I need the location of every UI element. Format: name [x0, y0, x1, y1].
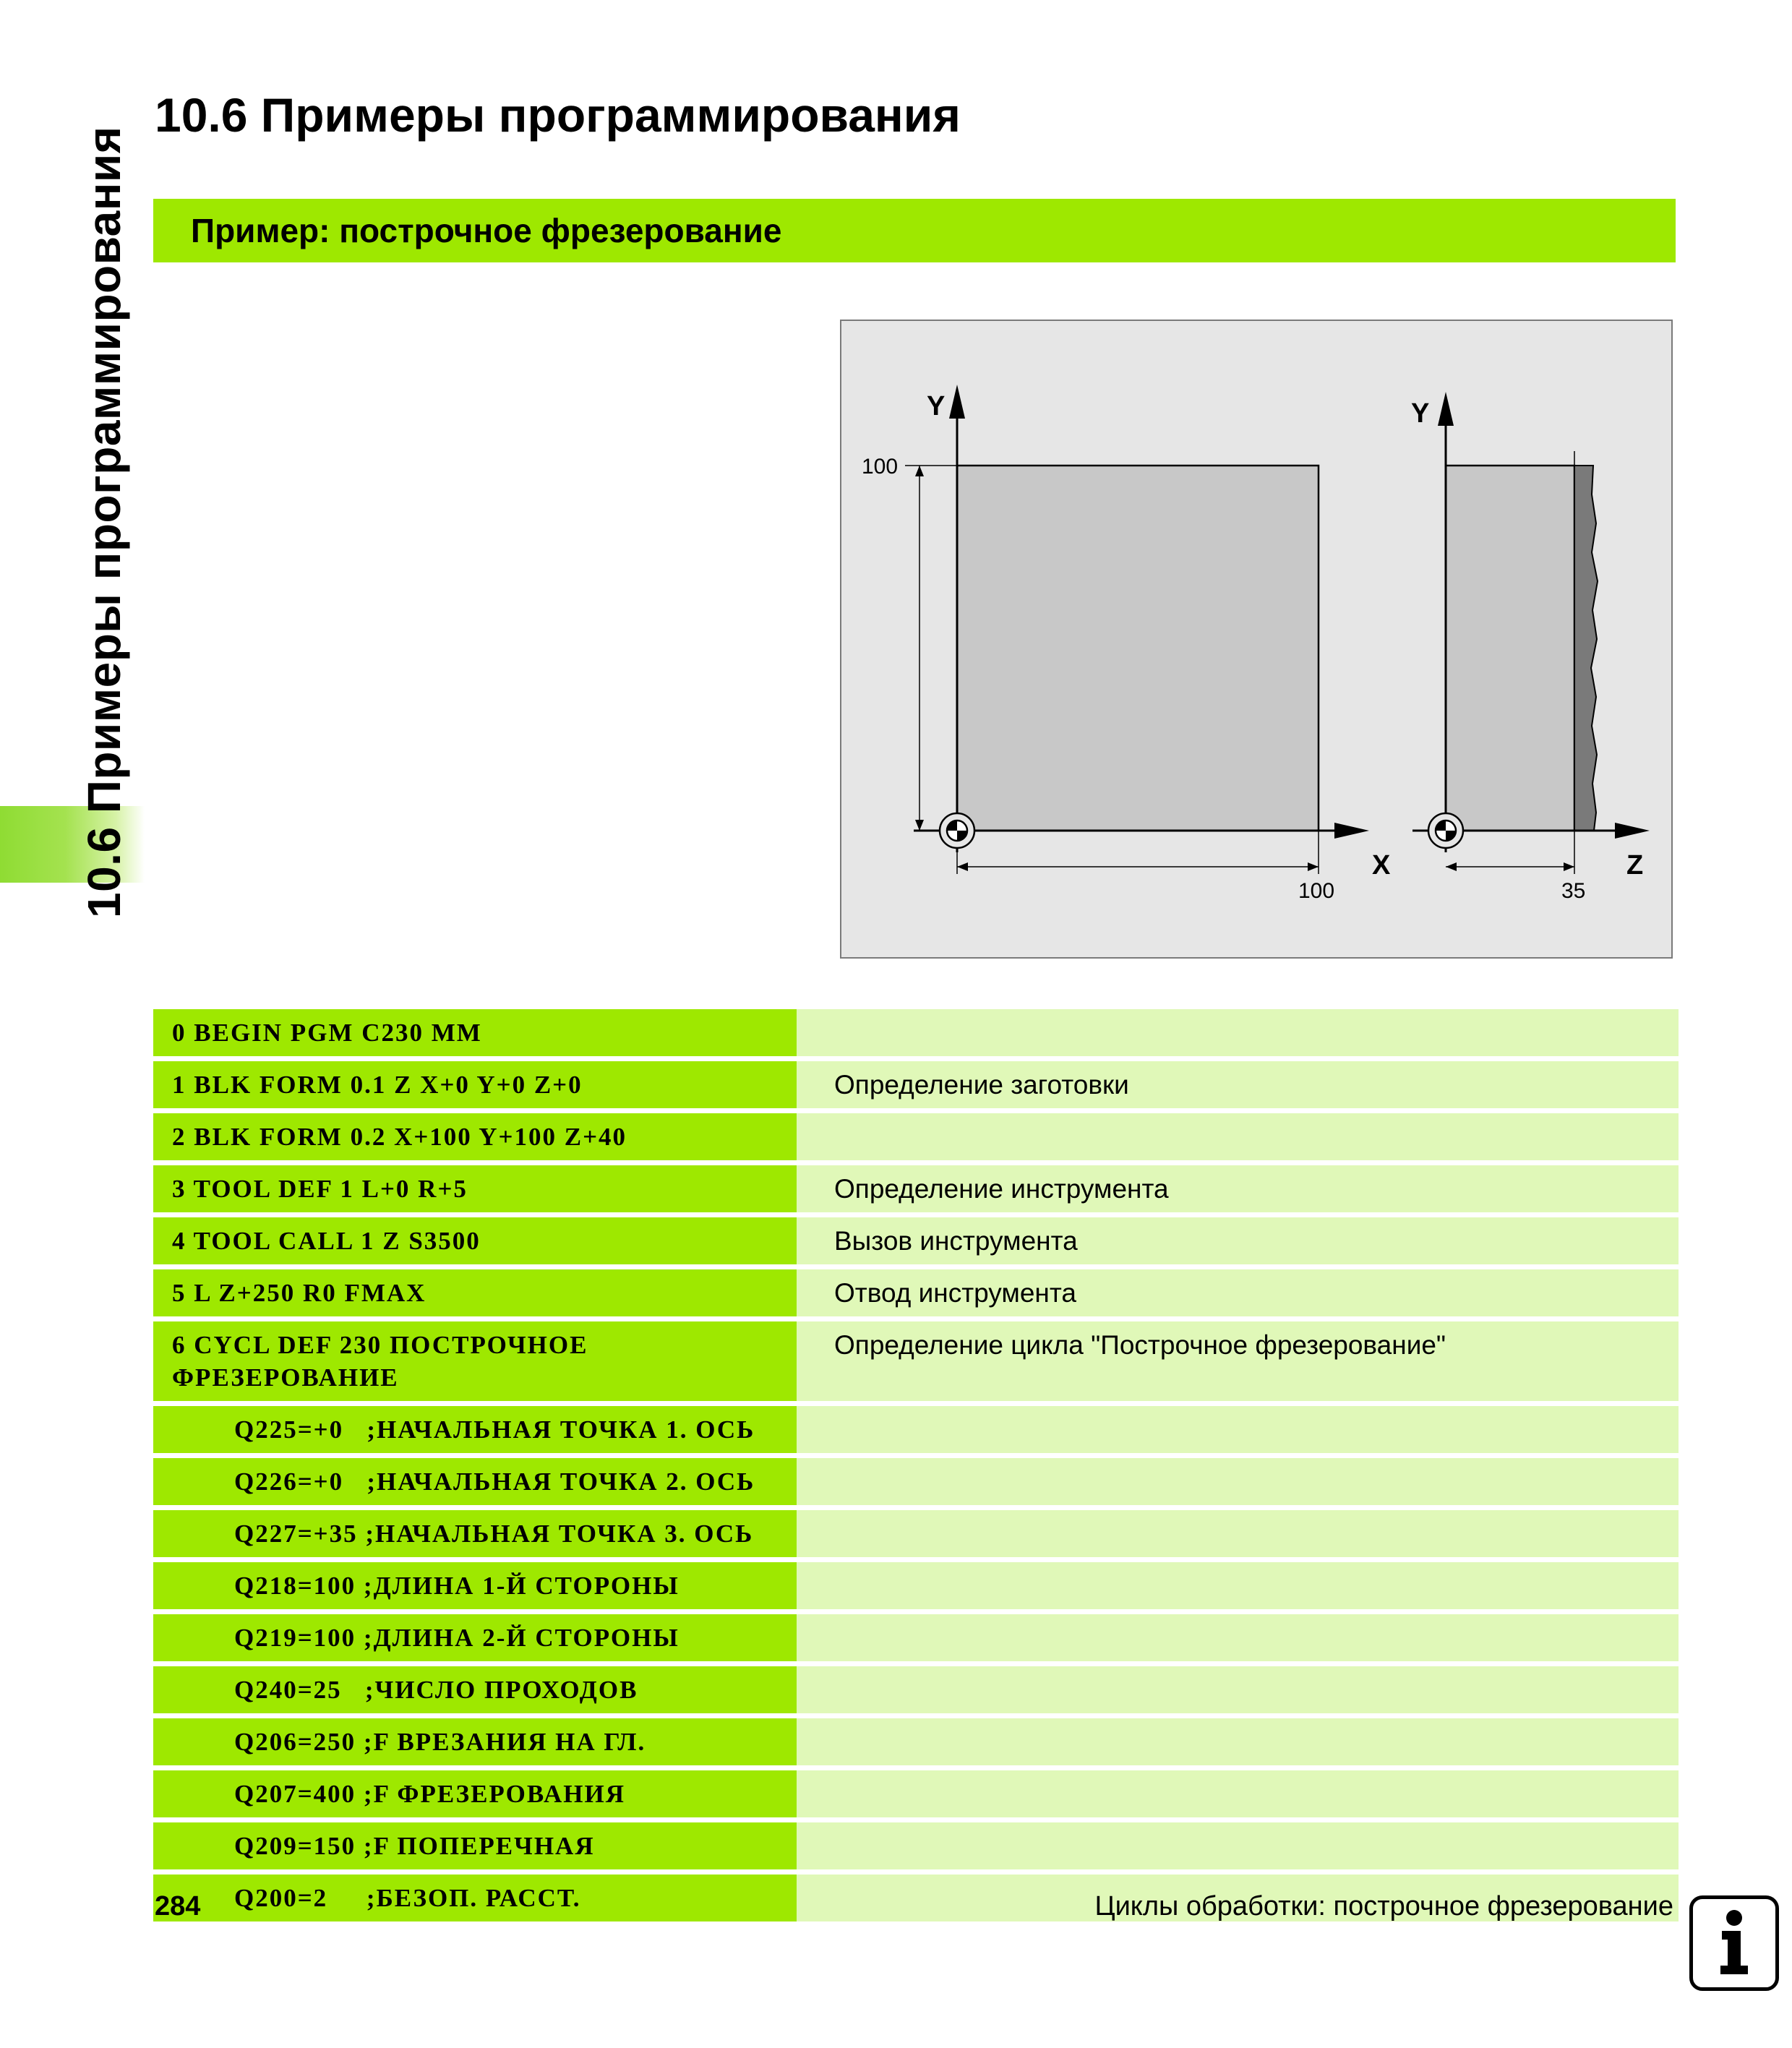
workpiece-drawing — [841, 321, 1671, 957]
chapter-footer: Циклы обработки: построчное фрезерование — [1094, 1891, 1673, 1921]
side-tab-label: 10.6 Примеры программирования — [78, 126, 130, 918]
nc-block: 5 L Z+250 R0 FMAX — [153, 1269, 797, 1316]
y-axis-label-right: Y — [1411, 398, 1430, 429]
nc-comment — [797, 1510, 1679, 1557]
x-axis-label: X — [1372, 850, 1391, 881]
workpiece-top-view — [957, 466, 1319, 831]
nc-block: 6 CYCL DEF 230 ПОСТРОЧНОЕ ФРЕЗЕРОВАНИЕ — [153, 1321, 797, 1401]
y-dimension-label: 100 — [862, 455, 899, 479]
nc-block: 2 BLK FORM 0.2 X+100 Y+100 Z+40 — [153, 1113, 797, 1160]
workpiece-figure — [840, 320, 1673, 959]
program-line — [153, 1009, 1679, 1056]
z-axis-label: Z — [1626, 850, 1644, 881]
nc-block: Q218=100 ;ДЛИНА 1-Й СТОРОНЫ — [153, 1562, 797, 1609]
workpiece-side-view — [1446, 466, 1574, 831]
nc-comment — [797, 1770, 1679, 1817]
nc-comment — [797, 1113, 1679, 1160]
program-line — [153, 1510, 1679, 1557]
program-line — [153, 1822, 1679, 1869]
nc-comment — [797, 1666, 1679, 1713]
nc-block: Q209=150 ;F ПОПЕРЕЧНАЯ — [153, 1822, 797, 1869]
nc-comment — [797, 1822, 1679, 1869]
program-line — [153, 1165, 1679, 1212]
program-line — [153, 1666, 1679, 1713]
program-line — [153, 1217, 1679, 1264]
nc-block: 4 TOOL CALL 1 Z S3500 — [153, 1217, 797, 1264]
program-line — [153, 1614, 1679, 1661]
y-axis-label-left: Y — [927, 391, 946, 421]
program-line — [153, 1770, 1679, 1817]
program-line — [153, 1562, 1679, 1609]
info-icon[interactable] — [1689, 1895, 1779, 1991]
nc-block: 1 BLK FORM 0.1 Z X+0 Y+0 Z+0 — [153, 1061, 797, 1108]
program-line — [153, 1406, 1679, 1453]
nc-block: Q240=25 ;ЧИСЛО ПРОХОДОВ — [153, 1666, 797, 1713]
program-line — [153, 1113, 1679, 1160]
nc-comment: Вызов инструмента — [797, 1217, 1679, 1264]
nc-comment — [797, 1406, 1679, 1453]
workpiece-break-edge — [1574, 466, 1598, 831]
nc-program-table — [153, 1009, 1679, 1927]
z-dimension-label: 35 — [1561, 879, 1586, 903]
nc-block: 3 TOOL DEF 1 L+0 R+5 — [153, 1165, 797, 1212]
nc-block: Q227=+35 ;НАЧАЛЬНАЯ ТОЧКА 3. ОСЬ — [153, 1510, 797, 1557]
section-title: Пример: построчное фрезерование — [191, 212, 782, 249]
nc-comment — [797, 1562, 1679, 1609]
x-dimension-label: 100 — [1298, 879, 1335, 903]
nc-block: Q226=+0 ;НАЧАЛЬНАЯ ТОЧКА 2. ОСЬ — [153, 1458, 797, 1505]
nc-comment — [797, 1614, 1679, 1661]
page-title: 10.6 Примеры программирования — [155, 88, 961, 142]
program-line — [153, 1458, 1679, 1505]
program-line — [153, 1269, 1679, 1316]
nc-comment: Определение инструмента — [797, 1165, 1679, 1212]
program-line — [153, 1321, 1679, 1401]
nc-block: Q225=+0 ;НАЧАЛЬНАЯ ТОЧКА 1. ОСЬ — [153, 1406, 797, 1453]
section-header-bar — [153, 199, 1676, 262]
nc-block: Q219=100 ;ДЛИНА 2-Й СТОРОНЫ — [153, 1614, 797, 1661]
nc-block: Q207=400 ;F ФРЕЗЕРОВАНИЯ — [153, 1770, 797, 1817]
nc-comment: Отвод инструмента — [797, 1269, 1679, 1316]
nc-block: Q200=2 ;БЕЗОП. РАССТ. — [153, 1875, 797, 1921]
page-number: 284 — [155, 1891, 201, 1921]
nc-block: 0 BEGIN PGM C230 MM — [153, 1009, 797, 1056]
nc-comment — [797, 1458, 1679, 1505]
nc-comment — [797, 1009, 1679, 1056]
nc-comment: Определение заготовки — [797, 1061, 1679, 1108]
program-line — [153, 1718, 1679, 1765]
program-line — [153, 1061, 1679, 1108]
nc-block: Q206=250 ;F ВРЕЗАНИЯ НА ГЛ. — [153, 1718, 797, 1765]
nc-comment — [797, 1718, 1679, 1765]
nc-comment: Определение цикла "Построчное фрезерование" — [797, 1321, 1679, 1401]
